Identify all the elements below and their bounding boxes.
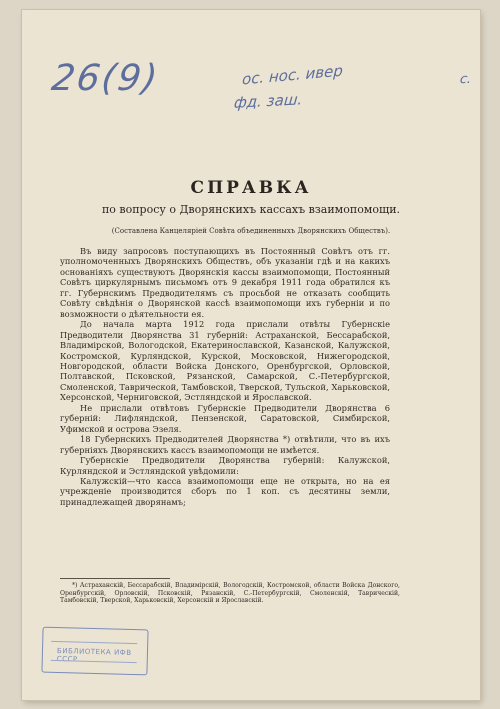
paragraph: Губернскіе Предводители Дворянства губерній: Калужской, Курляндской и Эстляндской увѣдомили: [60, 455, 390, 476]
handwritten-note-line1: ос. нос. ивер [241, 61, 344, 89]
library-stamp [41, 627, 148, 676]
footnote-divider [60, 578, 170, 579]
document-subtitle: по вопросу о Дворянскихъ кассахъ взаимопомощи. [101, 203, 401, 216]
paragraph: Въ виду запросовъ поступающихъ въ Постоянный Совѣтъ отъ гг. уполномоченныхъ Дворянскихъ Обществъ, объ указаніи гдѣ и на какихъ основаніяхъ существуютъ Дворянскія кассы взаимопомощи, Постоянный Совѣтъ циркулярнымъ письмомъ отъ 9 декабря 1911 года обратился къ гг. Губернскимъ Предводителямъ съ просьбой не отказать сообщить Совѣту свѣдѣнія о Дворянской кассѣ взаимопомощи ихъ губерніи и по возможности о дѣятельности ея. [60, 246, 390, 319]
body-text [60, 246, 390, 507]
footnote [60, 582, 400, 605]
document-title: СПРАВКА [190, 178, 312, 198]
footnote-text: *) Астраханскій, Бессарабскій, Владимірскій, Вологодскій, Костромской, области Войска Донского, Оренбургскій, Орловскій, Псковскій, Рязанскій, С.-Петербургскій, Смоленскій, Таврическій, Тамбовскій, Тверской, Харьковскій, Херсонскій и Ярославскій. [60, 582, 400, 605]
handwritten-tick: c. [458, 72, 473, 87]
document-page [22, 10, 480, 700]
handwritten-note-line2: фд. заш. [233, 90, 304, 112]
paragraph: 18 Губернскихъ Предводителей Дворянства *) отвѣтили, что въ ихъ губерніяхъ Дворянскихъ кассъ взаимопомощи не имѣется. [60, 434, 390, 455]
handwritten-number: 26(9) [49, 58, 162, 99]
compiled-by-note: (Составлена Канцеляріей Совѣта объединенныхъ Дворянскихъ Обществъ). [111, 227, 391, 235]
stamp-text: БИБЛИОТЕКА ИФВ СССР [56, 647, 132, 664]
stamp-line [51, 633, 137, 644]
paragraph: До начала марта 1912 года прислали отвѣты Губернскіе Предводители Дворянства 31 губерній: Астраханской, Бессарабской, Владимірской, Вологодской, Екатеринославской, Казанской, Калужской, Костромской, Курляндской, Курской, Московской, Нижегородской, Новгородской, области Войска Донского, Оренбургской, Орловской, Полтавской, Псковской, Рязанской, Самарской, С.-Петербургской, Смоленской, Таврической, Тамбовской, Тверской, Тульской, Харьковской, Херсонской, Черниговской, Эстляндской и Ярославской. [60, 319, 390, 403]
paragraph: Не прислали отвѣтовъ Губернскіе Предводители Дворянства 6 губерній: Лифляндской, Пензенской, Саратовской, Симбирской, Уфимской и острова Эзеля. [60, 402, 390, 434]
paragraph: Калужскій—что касса взаимопомощи еще не открыта, но на ея учрежденіе производится сборъ по 1 коп. съ десятины земли, принадлежащей дворянамъ; [60, 475, 390, 507]
